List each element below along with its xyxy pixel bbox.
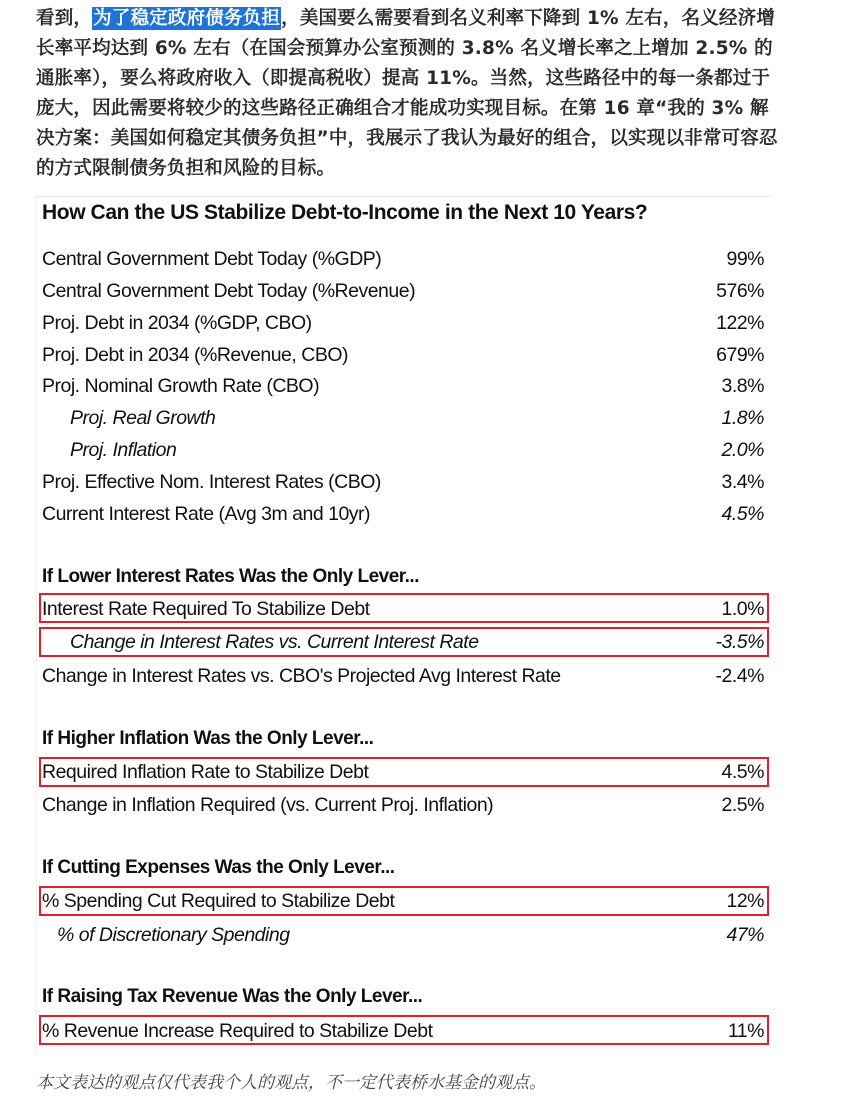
intro-prefix: 看到， xyxy=(36,8,93,29)
table-row xyxy=(37,500,771,528)
row-label: Proj. Inflation xyxy=(70,439,177,461)
section-heading: If Cutting Expenses Was the Only Lever... xyxy=(42,857,395,878)
row-value: 576% xyxy=(716,280,764,302)
row-value: 4.5% xyxy=(721,503,764,525)
row-label: Proj. Effective Nom. Interest Rates (CBO) xyxy=(42,471,381,493)
row-label: Change in Interest Rates vs. Current Interest Rate xyxy=(70,631,479,653)
disclaimer-text: 本文表达的观点仅代表我个人的观点，不一定代表桥水基金的观点。 xyxy=(36,1073,546,1093)
row-value: 679% xyxy=(716,344,764,366)
table-row xyxy=(37,921,771,949)
row-value: 1.0% xyxy=(721,598,764,620)
row-value: -2.4% xyxy=(715,665,764,687)
row-value: 3.4% xyxy=(721,471,764,493)
row-value: 99% xyxy=(726,248,764,270)
row-label: Current Interest Rate (Avg 3m and 10yr) xyxy=(42,503,371,525)
table-row xyxy=(37,791,771,819)
row-label: Change in Interest Rates vs. CBO's Projected Avg Interest Rate xyxy=(42,665,561,687)
intro-rest: ，美国要么需要看到名义利率下降到 1% 左右，名义经济增长率平均达到 6% 左右（在国会预算办公室预测的 3.8% 名义增长率之上增加 2.5% 的通胀率），要么将政府收入（即提高税收）提高 11%。当然，这些路径中的每一条都过于庞大，因此需要将较少的这些路径正确组合才能成功实现目标。在第 16 章“我的 3% 解决方案：美国如何稳定其债务负担”中，我展示了我认为最好的组合，以实现以非常可容忍的方式限制债务负担和风险的目标。 xyxy=(36,8,778,179)
table-row xyxy=(37,372,771,400)
row-value: -3.5% xyxy=(715,631,764,653)
table-row xyxy=(37,309,771,337)
table-row xyxy=(37,595,771,623)
section-heading: If Raising Tax Revenue Was the Only Lever... xyxy=(42,986,423,1007)
row-label: Required Inflation Rate to Stabilize Debt xyxy=(42,761,369,783)
row-value: 11% xyxy=(727,1020,764,1042)
section-heading: If Higher Inflation Was the Only Lever... xyxy=(42,728,374,749)
row-value: 12% xyxy=(726,890,764,912)
table-row xyxy=(37,404,771,432)
section-heading: If Lower Interest Rates Was the Only Lever... xyxy=(42,566,419,587)
row-label: Change in Inflation Required (vs. Current Proj. Inflation) xyxy=(42,794,494,816)
debt-table-image xyxy=(36,196,771,1057)
row-label: % of Discretionary Spending xyxy=(57,924,290,946)
row-label: Proj. Nominal Growth Rate (CBO) xyxy=(42,375,320,397)
row-label: % Spending Cut Required to Stabilize Debt xyxy=(42,890,395,912)
table-row xyxy=(37,887,771,915)
row-value: 47% xyxy=(726,924,764,946)
row-value: 2.0% xyxy=(721,439,764,461)
table-row xyxy=(37,662,771,690)
table-row xyxy=(37,341,771,369)
row-value: 4.5% xyxy=(721,761,764,783)
table-row xyxy=(37,245,771,273)
row-label: Proj. Debt in 2034 (%GDP, CBO) xyxy=(42,312,312,334)
intro-highlight[interactable]: 为了稳定政府债务负担 xyxy=(93,8,281,29)
row-label: Interest Rate Required To Stabilize Debt xyxy=(42,598,370,620)
table-title: How Can the US Stabilize Debt-to-Income in the Next 10 Years? xyxy=(42,201,648,224)
intro-paragraph xyxy=(36,4,778,184)
row-label: Proj. Debt in 2034 (%Revenue, CBO) xyxy=(42,344,348,366)
table-row xyxy=(37,436,771,464)
table-row xyxy=(37,628,771,656)
table-row xyxy=(37,277,771,305)
table-row xyxy=(37,758,771,786)
table-row xyxy=(37,468,771,496)
row-label: Central Government Debt Today (%Revenue) xyxy=(42,280,416,302)
row-value: 3.8% xyxy=(721,375,764,397)
table-row xyxy=(37,1017,771,1045)
row-label: % Revenue Increase Required to Stabilize Debt xyxy=(42,1020,433,1042)
row-value: 122% xyxy=(716,312,764,334)
row-value: 2.5% xyxy=(721,794,764,816)
row-value: 1.8% xyxy=(721,407,764,429)
row-label: Proj. Real Growth xyxy=(70,407,216,429)
row-label: Central Government Debt Today (%GDP) xyxy=(42,248,382,270)
